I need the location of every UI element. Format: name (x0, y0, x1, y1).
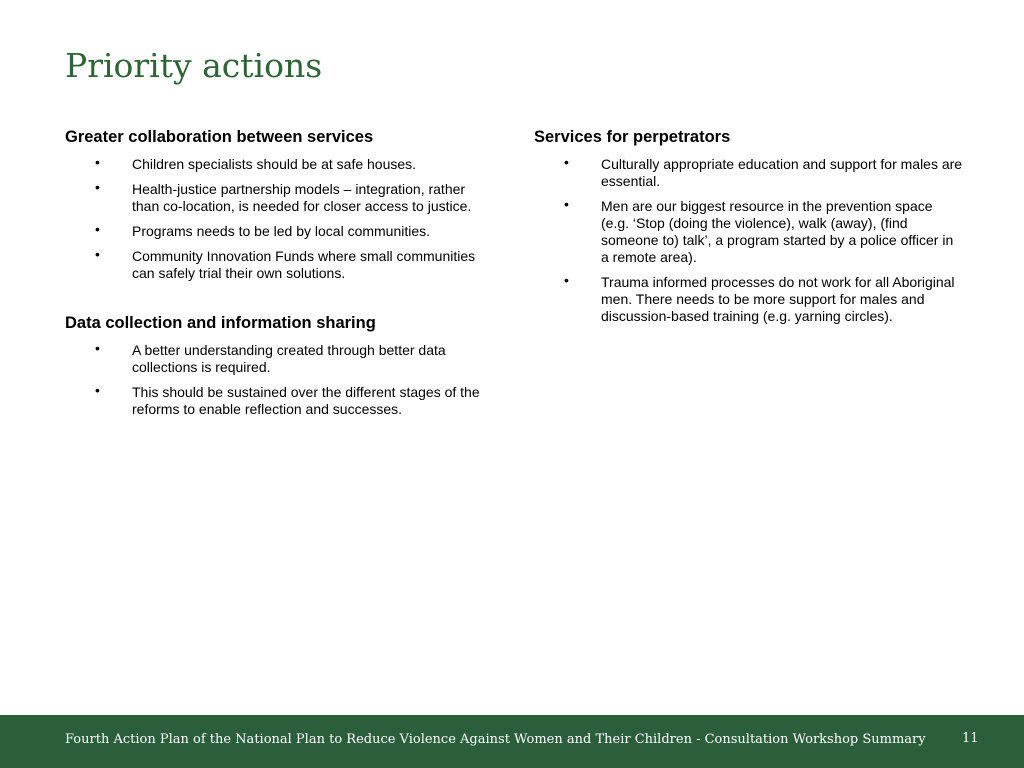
bullet-icon: • (95, 340, 100, 356)
list-item-text: This should be sustained over the different stages of the reforms to enable reflection and successes. (132, 384, 480, 417)
list-item-text: A better understanding created through better data collections is required. (132, 342, 446, 375)
list-item-text: Health-justice partnership models – integration, rather than co-location, is needed for closer access to justice. (132, 181, 472, 214)
list-item (65, 384, 495, 418)
bullet-icon: • (564, 196, 569, 212)
section-heading: Greater collaboration between services (65, 128, 374, 146)
bullet-icon: • (95, 382, 100, 398)
bullet-list (534, 156, 964, 325)
list-item (534, 156, 964, 190)
bullet-icon: • (95, 246, 100, 262)
footer-bar (0, 715, 1024, 768)
bullet-icon: • (95, 221, 100, 237)
list-item-text: Programs needs to be led by local communities. (132, 223, 431, 239)
section-services-for-perpetrators (534, 126, 964, 325)
page-number: 11 (962, 731, 979, 746)
section-data-collection (65, 312, 495, 418)
bullet-icon: • (564, 272, 569, 288)
list-item-text: Community Innovation Funds where small communities can safely trial their own solutions. (132, 248, 476, 281)
bullet-icon: • (95, 179, 100, 195)
right-column (534, 126, 964, 333)
list-item (65, 223, 495, 240)
list-item (65, 156, 495, 173)
list-item-text: Children specialists should be at safe houses. (132, 156, 417, 172)
left-column (65, 126, 495, 426)
bullet-icon: • (95, 154, 100, 170)
page-title: Priority actions (65, 46, 323, 85)
section-heading: Services for perpetrators (534, 128, 731, 146)
list-item-text: Culturally appropriate education and support for males are essential. (601, 156, 963, 189)
list-item (534, 274, 964, 325)
list-item (65, 342, 495, 376)
bullet-icon: • (564, 154, 569, 170)
list-item (534, 198, 964, 266)
list-item-text: Trauma informed processes do not work for all Aboriginal men. There needs to be more support for males and discussion-based training (e.g. yarning circles). (601, 274, 955, 324)
list-item (65, 248, 495, 282)
list-item-text: Men are our biggest resource in the prevention space (e.g. ‘Stop (doing the violence), walk (away), (find someone to) talk’, a program started by a police officer in a remote area). (601, 198, 954, 265)
bullet-list (65, 342, 495, 418)
bullet-list (65, 156, 495, 282)
section-heading: Data collection and information sharing (65, 314, 376, 332)
footer-text: Fourth Action Plan of the National Plan to Reduce Violence Against Women and Their Children - Consultation Workshop Summary (65, 732, 926, 747)
list-item (65, 181, 495, 215)
section-greater-collaboration (65, 126, 495, 282)
